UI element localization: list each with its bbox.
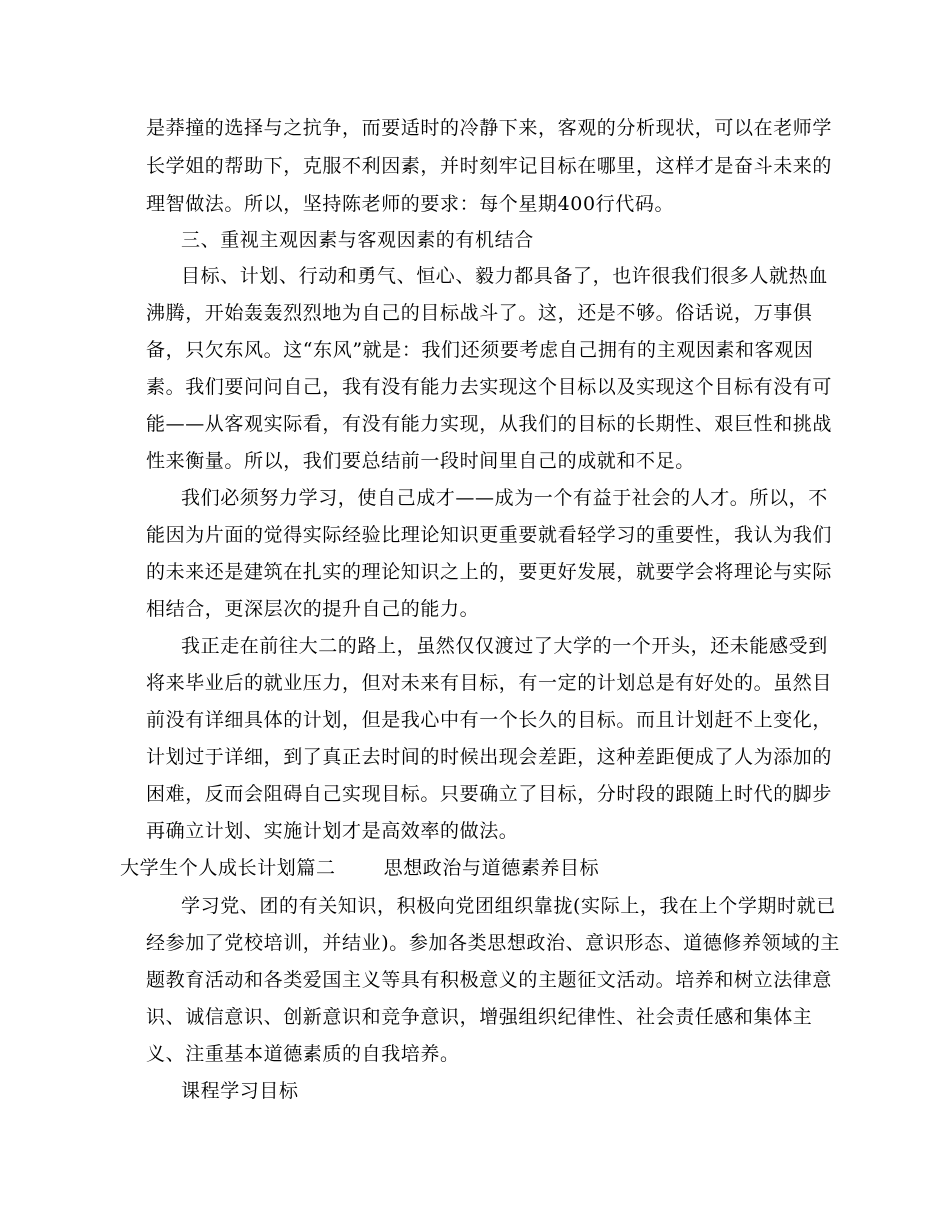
sub-heading: 课程学习目标 [181, 1080, 299, 1102]
section-heading: 三、重视主观因素与客观因素的有机结合 [181, 229, 534, 251]
text-line: 沸腾，开始轰轰烈烈地为自己的目标战斗了。这，还是不够。俗话说，万事俱 [146, 302, 813, 324]
text-line: 识、诚信意识、创新意识和竞争意识，增强组织纪律性、社会责任感和集体主 [146, 1006, 813, 1028]
text-line: 困难，反而会阻碍自己实现目标。只要确立了目标，分时段的跟随上时代的脚步 [146, 783, 833, 805]
text-line: 前没有详细具体的计划，但是我心中有一个长久的目标。而且计划赶不上变化， [146, 709, 833, 731]
text-line: 长学姐的帮助下，克服不利因素，并时刻牢记目标在哪里，这样才是奋斗未来的 [146, 155, 833, 177]
article-heading [120, 856, 599, 880]
text-line: 我正走在前往大二的路上，虽然仅仅渡过了大学的一个开头，还未能感受到 [181, 635, 828, 657]
text-line: 将来毕业后的就业压力，但对未来有目标，有一定的计划总是有好处的。虽然目 [146, 672, 833, 694]
text-line: 能——从客观实际看，有没有能力实现，从我们的目标的长期性、艰巨性和挑战 [146, 413, 833, 435]
text-line: 目标、计划、行动和勇气、恒心、毅力都具备了，也许很我们很多人就热血 [181, 265, 828, 287]
text-line: 理智做法。所以，坚持陈老师的要求：每个星期400行代码。 [146, 193, 675, 215]
text-line: 的未来还是建筑在扎实的理论知识之上的，要更好发展，就要学会将理论与实际 [146, 561, 833, 583]
text-line: 义、注重基本道德素质的自我培养。 [146, 1043, 460, 1065]
text-line: 计划过于详细，到了真正去时间的时候出现会差距，这种差距便成了人为添加的 [146, 746, 833, 768]
article-subtitle: 思想政治与道德素养目标 [383, 857, 600, 879]
text-line: 性来衡量。所以，我们要总结前一段时间里自己的成就和不足。 [146, 450, 695, 472]
text-line: 备，只欠东风。这“东风”就是：我们还须要考虑自己拥有的主观因素和客观因 [146, 339, 814, 361]
text-line: 学习党、团的有关知识，积极向党团组织靠拢(实际上，我在上个学期时就已 [181, 895, 836, 917]
text-line: 经参加了党校培训，并结业)。参加各类思想政治、意识形态、道德修养领域的主 [146, 932, 841, 954]
text-line: 素。我们要问问自己，我有没有能力去实现这个目标以及实现这个目标有没有可 [146, 376, 833, 398]
text-line: 是莽撞的选择与之抗争，而要适时的冷静下来，客观的分析现状，可以在老师学 [146, 117, 833, 139]
text-line: 再确立计划、实施计划才是高效率的做法。 [146, 820, 519, 842]
text-line: 题教育活动和各类爱国主义等具有积极意义的主题征文活动。培养和树立法律意 [146, 969, 833, 991]
text-line: 我们必须努力学习，使自己成才——成为一个有益于社会的人才。所以，不 [181, 487, 828, 509]
article-title: 大学生个人成长计划篇二 [120, 857, 336, 879]
text-line: 能因为片面的觉得实际经验比理论知识更重要就看轻学习的重要性，我认为我们 [146, 524, 833, 546]
text-line: 相结合，更深层次的提升自己的能力。 [146, 598, 480, 620]
